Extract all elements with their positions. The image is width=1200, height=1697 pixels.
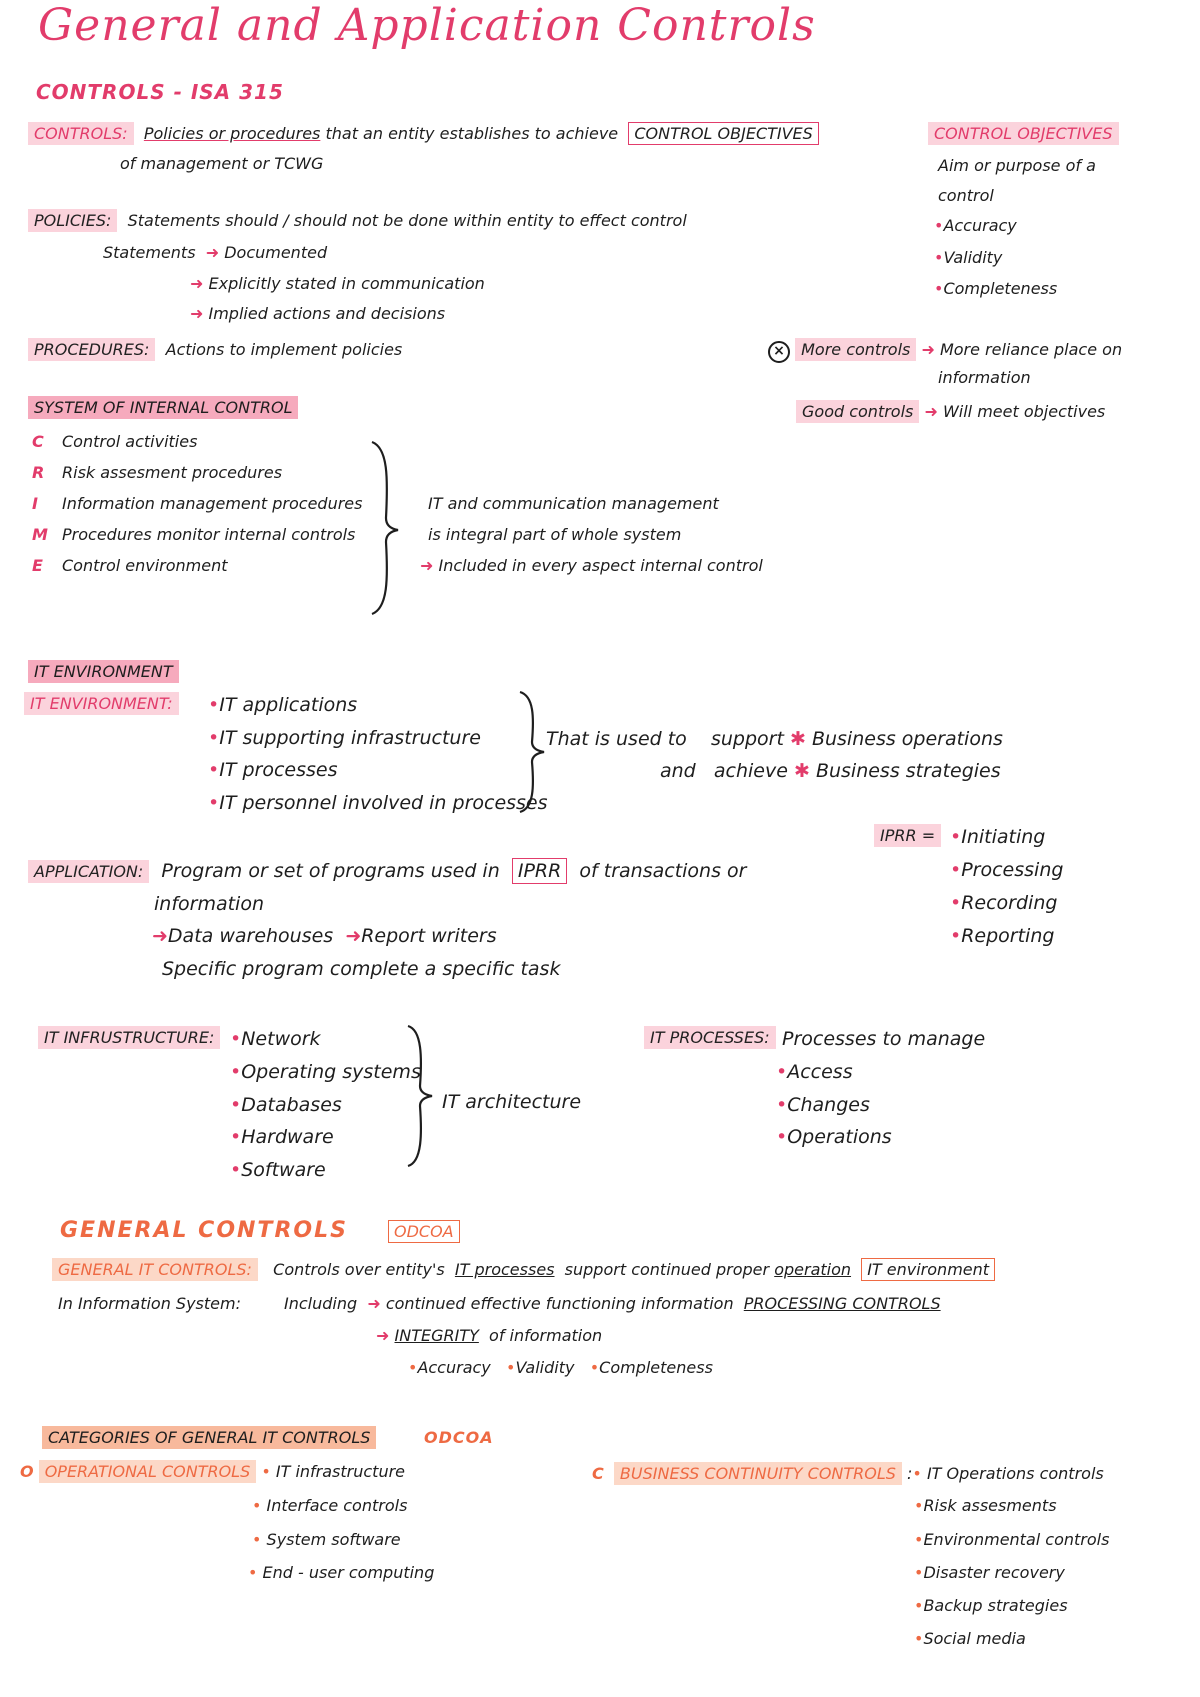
it-env-heading-wrap	[28, 662, 179, 681]
bullet-icon: •	[776, 1094, 788, 1116]
list-item: •Operating systems	[230, 1061, 421, 1083]
list-item: C Control activities	[32, 432, 198, 451]
list-item: •Completeness	[934, 279, 1058, 298]
list-item: •Social media	[914, 1629, 1026, 1648]
bullet-icon: •	[506, 1358, 516, 1377]
list-item: • End - user computing	[248, 1563, 435, 1582]
bullet-icon: •	[230, 1126, 242, 1148]
controls-def-text: that an entity establishes to achieve	[325, 124, 619, 143]
infra-note: IT architecture	[442, 1091, 582, 1113]
close-circle-icon: ×	[768, 341, 790, 363]
application-line4: Specific program complete a specific task	[162, 958, 561, 980]
general-code-wrap	[388, 1222, 460, 1241]
statements-item: Implied actions and decisions	[208, 304, 446, 323]
bullet-icon: •	[252, 1530, 262, 1549]
categories-label: CATEGORIES OF GENERAL IT CONTROLS	[42, 1426, 376, 1449]
statements-row	[103, 243, 327, 262]
procedures-row	[28, 340, 402, 359]
bullet-icon: •	[230, 1028, 242, 1050]
list-item: •Recording	[950, 892, 1058, 914]
iprr-label-wrap	[874, 826, 941, 845]
list-item: •IT supporting infrastructure	[208, 727, 481, 749]
op-label: OPERATIONAL CONTROLS	[39, 1460, 257, 1483]
bullet-icon: •	[912, 1464, 922, 1483]
arrow-icon: ➜	[376, 1326, 390, 1345]
control-objectives-line1: Aim or purpose of a	[938, 156, 1096, 175]
good-controls-row	[796, 402, 1105, 421]
arrow-icon: ➜	[420, 556, 434, 575]
page-title: General and Application Controls	[38, 0, 816, 51]
system-label: SYSTEM OF INTERNAL CONTROL	[28, 396, 298, 419]
arrow-icon: ➜	[367, 1294, 381, 1313]
bullet-icon: •	[408, 1358, 418, 1377]
bullet-icon: •	[950, 859, 962, 881]
general-heading: GENERAL CONTROLS	[60, 1218, 348, 1243]
bullet-icon: •	[248, 1563, 258, 1582]
arrow-icon: ➜	[190, 304, 204, 323]
general-it-label: GENERAL IT CONTROLS:	[52, 1258, 258, 1281]
system-label-wrap	[28, 398, 298, 417]
list-item: •Changes	[776, 1094, 870, 1116]
application-items: ➜Data warehouses ➜Report writers	[152, 925, 497, 947]
policies-label: POLICIES:	[28, 209, 117, 232]
general-including-row: Including ➜ continued effective functioning information PROCESSING CONTROLS	[284, 1294, 941, 1313]
bullet-icon: •	[776, 1061, 788, 1083]
controls-def-line2: of management or TCWG	[120, 154, 324, 173]
arrow-icon: ➜	[190, 274, 204, 293]
controls-heading: CONTROLS - ISA 315	[36, 80, 284, 104]
iprr-box: IPRR	[512, 858, 567, 884]
bullet-icon: •	[950, 892, 962, 914]
list-item: •Network	[230, 1028, 321, 1050]
asterisk-icon: ✱	[789, 728, 806, 750]
bullet-icon: •	[914, 1530, 924, 1549]
general-inc-items: •Accuracy •Validity •Completeness	[408, 1358, 713, 1377]
control-objectives-box: CONTROL OBJECTIVES	[628, 122, 819, 145]
bullet-icon: •	[261, 1462, 271, 1481]
good-controls-label: Good controls	[796, 400, 919, 423]
list-item: •IT applications	[208, 694, 358, 716]
right-brace-icon	[404, 1022, 438, 1170]
right-brace-icon	[516, 688, 550, 816]
arrow-icon: ➜	[924, 402, 938, 421]
arrow-icon: ➜	[345, 925, 362, 947]
arrow-icon: ➜	[921, 340, 935, 359]
bullet-icon: •	[208, 759, 220, 781]
general-sys-label: In Information System:	[58, 1294, 241, 1313]
bullet-icon: •	[914, 1496, 924, 1515]
it-environment-box: IT environment	[861, 1258, 995, 1281]
bullet-icon: •	[208, 694, 220, 716]
processes-label-wrap	[644, 1028, 776, 1047]
list-item: M Procedures monitor internal controls	[32, 525, 356, 544]
bc-label: BUSINESS CONTINUITY CONTROLS	[614, 1462, 902, 1485]
statements-label: Statements	[103, 243, 196, 262]
application-label: APPLICATION:	[28, 860, 149, 883]
system-note2: is integral part of whole system	[428, 525, 682, 544]
infra-label: IT INFRUSTRUCTURE:	[38, 1026, 220, 1049]
it-env-label-wrap	[24, 694, 179, 713]
bullet-icon: •	[230, 1094, 242, 1116]
odcoa-box: ODCOA	[388, 1220, 460, 1243]
bullet-icon: •	[208, 792, 220, 814]
it-env-note2: and achieve ✱ Business strategies	[660, 760, 1001, 782]
list-item: • System software	[252, 1530, 401, 1549]
controls-label: CONTROLS:	[28, 122, 134, 145]
general-integrity-row: ➜ INTEGRITY of information	[376, 1326, 603, 1345]
policies-text: Statements should / should not be done within entity to effect control	[127, 211, 687, 230]
policies-row	[28, 211, 687, 230]
right-brace-icon	[368, 438, 402, 618]
list-item: E Control environment	[32, 556, 228, 575]
infra-label-wrap	[38, 1028, 220, 1047]
list-item: •Reporting	[950, 925, 1055, 947]
processes-text: Processes to manage	[782, 1028, 986, 1050]
bullet-icon: •	[252, 1496, 262, 1515]
bullet-icon: •	[914, 1596, 924, 1615]
list-item: •Accuracy	[934, 216, 1017, 235]
it-env-heading: IT ENVIRONMENT	[28, 660, 179, 683]
statements-item-row	[190, 304, 445, 323]
bullet-icon: •	[934, 248, 944, 267]
bullet-icon: •	[934, 216, 944, 235]
system-note3-row: ➜ Included in every aspect internal control	[420, 556, 763, 575]
list-item: •Operations	[776, 1126, 892, 1148]
it-env-note1: That is used to support ✱ Business operations	[546, 728, 1003, 750]
iprr-label: IPRR =	[874, 824, 941, 847]
processes-label: IT PROCESSES:	[644, 1026, 776, 1049]
bullet-icon: •	[230, 1061, 242, 1083]
bullet-icon: •	[934, 279, 944, 298]
list-item: •Software	[230, 1159, 326, 1181]
bc-letter: C	[592, 1464, 604, 1483]
list-item: •Environmental controls	[914, 1530, 1110, 1549]
controls-definition	[28, 124, 819, 143]
more-controls-text: More reliance place on	[939, 340, 1123, 359]
list-item: •Risk assesments	[914, 1496, 1057, 1515]
list-item: •Initiating	[950, 826, 1046, 848]
procedures-label: PROCEDURES:	[28, 338, 155, 361]
op-letter: O	[20, 1462, 34, 1481]
controls-def-underlined: Policies or procedures	[143, 124, 321, 143]
good-controls-text: Will meet objectives	[942, 402, 1106, 421]
bullet-icon: •	[776, 1126, 788, 1148]
asterisk-icon: ✱	[793, 760, 810, 782]
more-controls-row	[768, 340, 1122, 363]
list-item: • Interface controls	[252, 1496, 408, 1515]
more-controls-text2: information	[938, 368, 1031, 387]
control-objectives-block	[928, 124, 1119, 143]
categories-label-wrap	[42, 1428, 376, 1447]
control-objectives-label: CONTROL OBJECTIVES	[928, 122, 1119, 145]
list-item: •Access	[776, 1061, 853, 1083]
list-item: •Disaster recovery	[914, 1563, 1065, 1582]
categories-code: ODCOA	[424, 1428, 494, 1447]
list-item: R Risk assesment procedures	[32, 463, 283, 482]
bullet-icon: •	[208, 727, 220, 749]
list-item: •Processing	[950, 859, 1064, 881]
bullet-icon: •	[950, 826, 962, 848]
list-item: •Databases	[230, 1094, 342, 1116]
list-item: •Validity	[934, 248, 1003, 267]
arrow-icon: ➜	[205, 243, 220, 262]
arrow-icon: ➜	[152, 925, 168, 947]
list-item: •IT processes	[208, 759, 338, 781]
system-note1: IT and communication management	[428, 494, 719, 513]
list-item: •Hardware	[230, 1126, 334, 1148]
more-controls-label: More controls	[795, 338, 916, 361]
list-item: •IT personnel involved in processes	[208, 792, 548, 814]
business-continuity-row: C BUSINESS CONTINUITY CONTROLS :• IT Operations controls	[592, 1464, 1104, 1483]
bullet-icon: •	[914, 1563, 924, 1582]
bullet-icon: •	[230, 1159, 242, 1181]
it-env-label: IT ENVIRONMENT:	[24, 692, 179, 715]
statements-item: Documented	[224, 243, 328, 262]
bullet-icon: •	[589, 1358, 600, 1377]
procedures-text: Actions to implement policies	[165, 340, 403, 359]
list-item: I Information management procedures	[32, 494, 363, 513]
application-row: APPLICATION: Program or set of programs used in IPRR of transactions or	[28, 860, 746, 882]
control-objectives-line2: control	[938, 186, 994, 205]
bullet-icon: •	[950, 925, 962, 947]
bullet-icon: •	[914, 1629, 924, 1648]
list-item: •Backup strategies	[914, 1596, 1068, 1615]
statements-item-row	[190, 274, 485, 293]
operational-row: O OPERATIONAL CONTROLS • IT infrastructure	[20, 1462, 406, 1481]
general-it-row: GENERAL IT CONTROLS: Controls over entity's IT processes support continued proper operation IT environment	[52, 1260, 995, 1279]
application-line2: information	[154, 893, 264, 915]
statements-item: Explicitly stated in communication	[208, 274, 485, 293]
